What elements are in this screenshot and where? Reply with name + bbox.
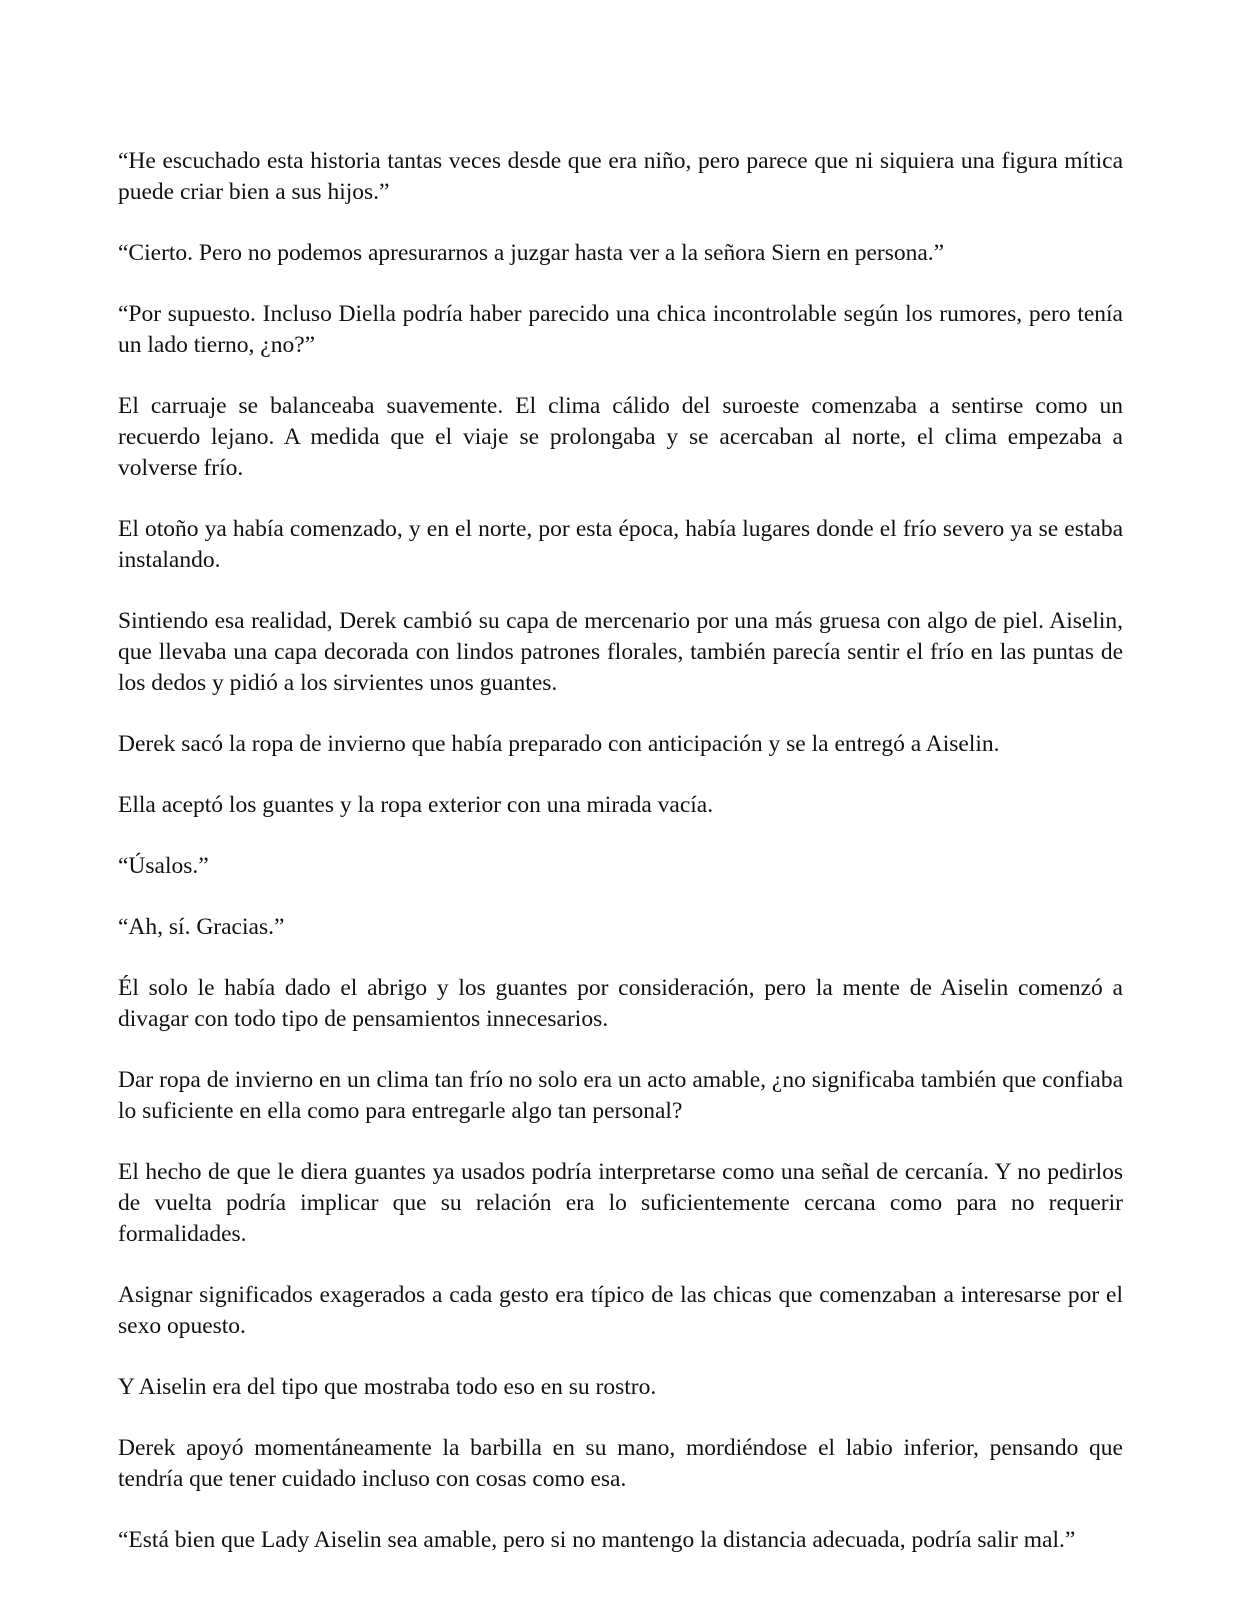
paragraph: “Ah, sí. Gracias.”: [118, 914, 285, 940]
paragraph: Derek sacó la ropa de invierno que había preparado con anticipación y se la entregó a Aiselin.: [118, 731, 1000, 757]
body-text: [118, 146, 1123, 1586]
paragraph: Derek apoyó momentáneamente la barbilla en su mano, mordiéndose el labio inferior, pensando que tendría que tener cuidado incluso con cosas como esa.: [118, 1435, 1123, 1492]
paragraph: Ella aceptó los guantes y la ropa exterior con una mirada vacía.: [118, 792, 714, 818]
paragraph: “Está bien que Lady Aiselin sea amable, pero si no mantengo la distancia adecuada, podría salir mal.”: [118, 1527, 1076, 1553]
paragraph: “He escuchado esta historia tantas veces desde que era niño, pero parece que ni siquiera una figura mítica puede criar bien a sus hijos.”: [118, 148, 1123, 205]
paragraph: Sintiendo esa realidad, Derek cambió su capa de mercenario por una más gruesa con algo de piel. Aiselin, que llevaba una capa decorada con lindos patrones florales, también parecía sentir el frío en las puntas de los dedos y pidió a los sirvientes unos guantes.: [118, 608, 1123, 696]
paragraph: El otoño ya había comenzado, y en el norte, por esta época, había lugares donde el frío severo ya se estaba instalando.: [118, 516, 1123, 573]
paragraph: Dar ropa de invierno en un clima tan frío no solo era un acto amable, ¿no significaba también que confiaba lo suficiente en ella como para entregarle algo tan personal?: [118, 1067, 1123, 1124]
paragraph: “Cierto. Pero no podemos apresurarnos a juzgar hasta ver a la señora Siern en persona.”: [118, 240, 945, 266]
paragraph: “Úsalos.”: [118, 853, 209, 879]
paragraph: Asignar significados exagerados a cada gesto era típico de las chicas que comenzaban a interesarse por el sexo opuesto.: [118, 1282, 1123, 1339]
paragraph: El hecho de que le diera guantes ya usados podría interpretarse como una señal de cercanía. Y no pedirlos de vuelta podría implicar que su relación era lo suficientemente cercana como para no requerir formalidades.: [118, 1159, 1123, 1247]
paragraph: “Por supuesto. Incluso Diella podría haber parecido una chica incontrolable según los rumores, pero tenía un lado tierno, ¿no?”: [118, 301, 1123, 358]
paragraph: Él solo le había dado el abrigo y los guantes por consideración, pero la mente de Aiselin comenzó a divagar con todo tipo de pensamientos innecesarios.: [118, 975, 1123, 1032]
paragraph: El carruaje se balanceaba suavemente. El clima cálido del suroeste comenzaba a sentirse como un recuerdo lejano. A medida que el viaje se prolongaba y se acercaban al norte, el clima empezaba a volverse frío.: [118, 393, 1123, 481]
paragraph: Y Aiselin era del tipo que mostraba todo eso en su rostro.: [118, 1374, 657, 1400]
